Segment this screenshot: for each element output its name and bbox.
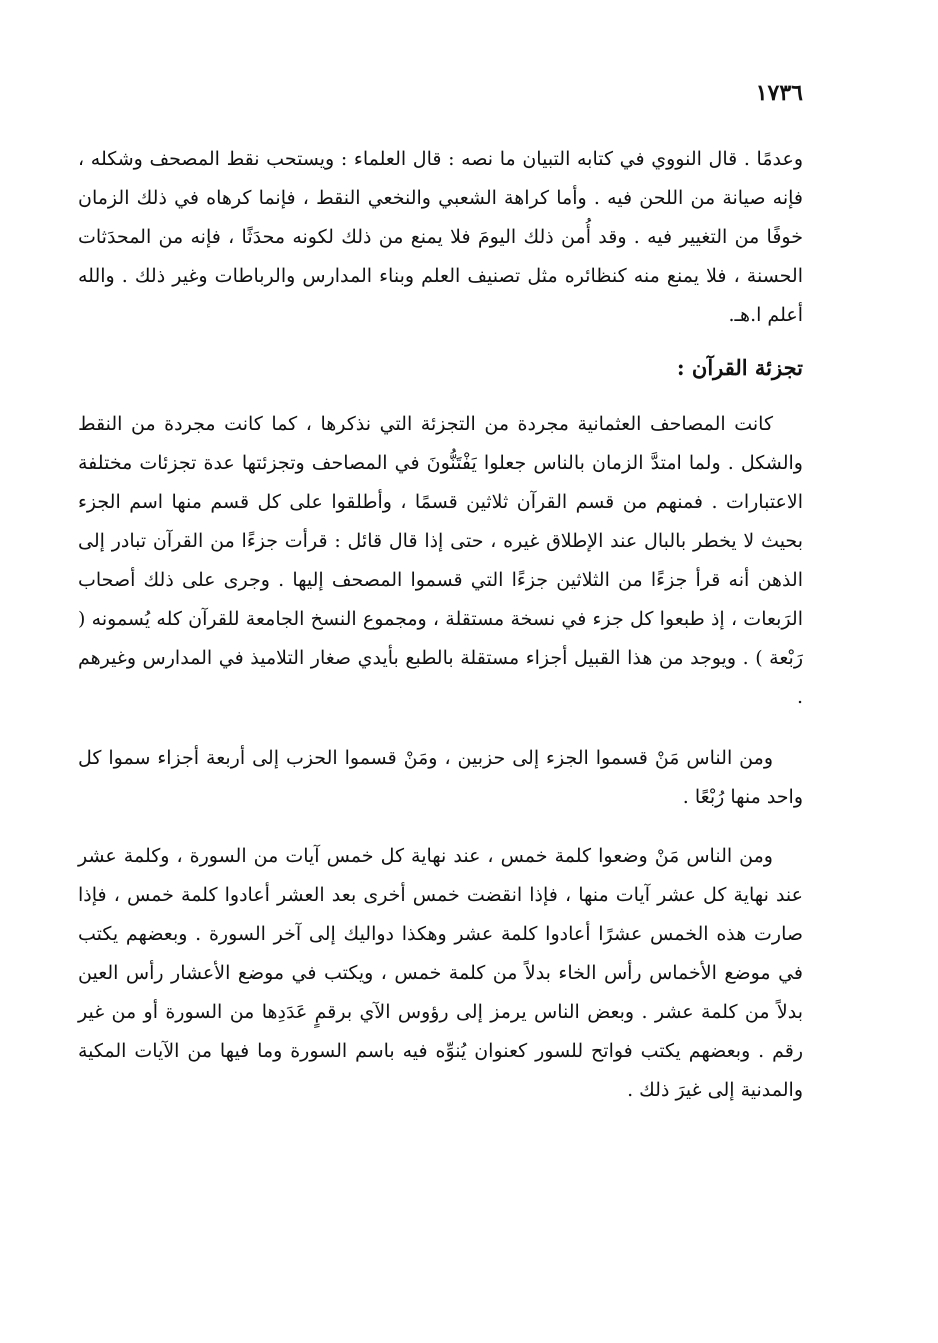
document-page	[78, 78, 803, 1110]
paragraph-nawawi-quote: وعدمًا . قال النووي في كتابه التبيان ما نصه : قال العلماء : ويستحب نقط المصحف وشكله ، فإنه صيانة من اللحن فيه . وأما كراهة الشعبي والنخعي النقط ، فإنما كرهاه في ذلك الزمان خوفًا من التغيير فيه . وقد أُمن ذلك اليومَ فلا يمنع من ذلك لكونه محدَثًا ، فإنه من المحدَثات الحسنة ، فلا يمنع منه كنظائره مثل تصنيف العلم وبناء المدارس والرباطات وغير ذلك . والله أعلم ا.هـ.	[78, 148, 803, 326]
paragraph-hizb-division: ومن الناس مَنْ قسموا الجزء إلى حزبين ، ومَنْ قسموا الحزب إلى أربعة أجزاء سموا كل واحد منها رُبْعًا .	[78, 747, 803, 808]
paragraph-khams-ashr: ومن الناس مَنْ وضعوا كلمة خمس ، عند نهاية كل خمس آيات من السورة ، وكلمة عشر عند نهاية كل عشر آيات منها ، فإذا انقضت خمس أخرى بعد العشر أعادوا كلمة خمس ، فإذا صارت هذه الخمس عشرًا أعادوا كلمة عشر وهكذا دواليك إلى آخر السورة . وبعضهم يكتب في موضع الأخماس رأس الخاء بدلاً من كلمة خمس ، ويكتب في موضع الأعشار رأس العين بدلاً من كلمة عشر . وبعض الناس يرمز إلى رؤوس الآي برقمٍ عَدَدِها من السورة أو من غير رقم . وبعضهم يكتب فواتح للسور كعنوان يُنوِّه فيه باسم السورة وما فيها من الآيات المكية والمدنية إلى غيرَ ذلك .	[78, 845, 803, 1101]
paragraph-uthmani-mushaf: كانت المصاحف العثمانية مجردة من التجزئة التي نذكرها ، كما كانت مجردة من النقط والشكل . ولما امتدَّ الزمان بالناس جعلوا يَفْتَنُّونَ في المصاحف وتجزئتها عدة تجزئات مختلفة الاعتبارات . فمنهم من قسم القرآن ثلاثين قسمًا ، وأطلقوا على كل قسم منها اسم الجزء بحيث لا يخطر بالبال عند الإطلاق غيره ، حتى إذا قال قائل : قرأت جزءًا من القرآن تبادر إلى الذهن أنه قرأ جزءًا من الثلاثين جزءًا التي قسموا المصحف إليها . وجرى على ذلك أصحاب الرَبعات ، إذ طبعوا كل جزء في نسخة مستقلة ، ومجموع النسخ الجامعة للقرآن كله يُسمونه ( رَبْعة ) . ويوجد من هذا القبيل أجزاء مستقلة بالطبع بأيدي صغار التلاميذ في المدارس وغيرهم .	[78, 413, 803, 708]
section-heading: تجزئة القرآن :	[676, 355, 803, 380]
page-number: ١٧٣٦	[755, 80, 803, 106]
